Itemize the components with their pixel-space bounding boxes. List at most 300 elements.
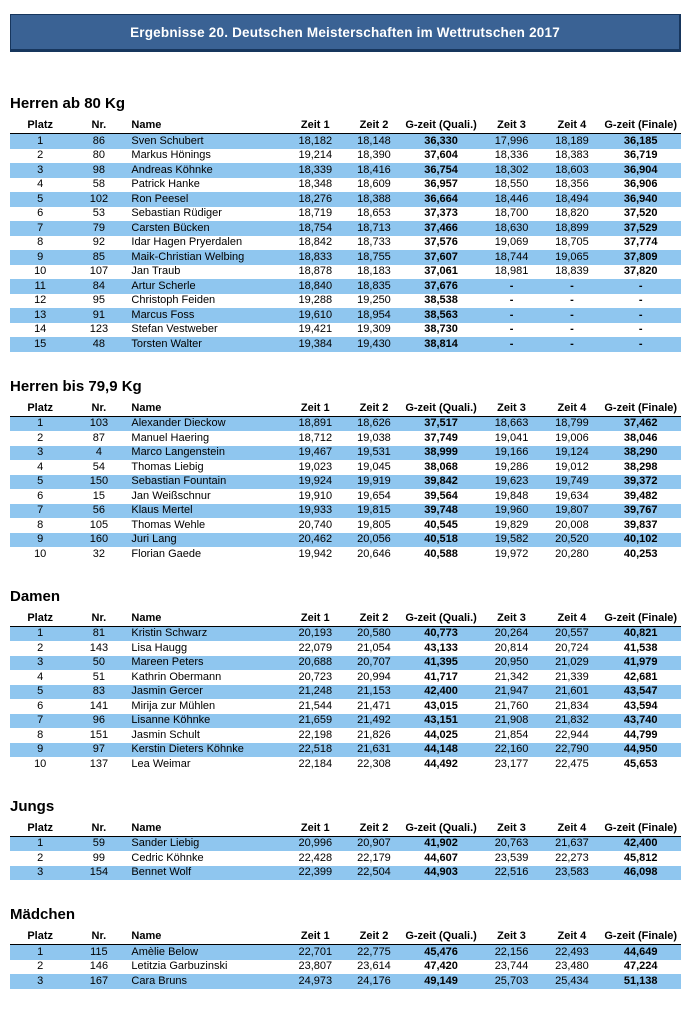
cell-z4: 20,280 <box>555 547 589 560</box>
cell-name: Juri Lang <box>131 533 177 545</box>
table-row <box>10 308 681 323</box>
cell-z4: 22,944 <box>555 728 589 741</box>
cell-z4: - <box>570 308 574 321</box>
cell-name: Idar Hagen Pryerdalen <box>131 236 243 248</box>
cell-name: Lea Weimar <box>131 757 191 770</box>
cell-z1: 18,339 <box>298 163 333 176</box>
cell-name: Mareen Peters <box>131 656 204 668</box>
column-header-platz: Platz <box>10 118 70 134</box>
cell-gf: 44,799 <box>623 728 658 741</box>
cell-gf: 37,529 <box>623 221 658 234</box>
cell-z3: 17,996 <box>494 134 529 147</box>
table-row <box>10 974 681 989</box>
cell-name: Stefan Vestweber <box>131 323 218 335</box>
column-header-name: Name <box>127 821 285 837</box>
cell-z3: 20,264 <box>494 627 529 639</box>
cell-z2: 22,504 <box>357 866 391 878</box>
cell-gf: 37,820 <box>623 265 658 277</box>
table-row <box>10 518 681 533</box>
cell-z2: 18,653 <box>357 207 391 219</box>
column-header-z3: Zeit 3 <box>480 929 544 945</box>
cell-gq: 37,517 <box>424 417 458 429</box>
table-row <box>10 533 681 548</box>
cell-z3: 19,623 <box>494 475 529 487</box>
cell-name: Jasmin Schult <box>131 728 200 741</box>
table-row <box>10 460 681 475</box>
cell-gq: 37,604 <box>424 149 458 161</box>
table-row <box>10 757 681 772</box>
cell-name: Kathrin Obermann <box>131 670 222 683</box>
cell-gf: 44,649 <box>623 945 658 958</box>
cell-z1: 22,518 <box>298 743 333 755</box>
cell-nr: 81 <box>92 627 106 639</box>
cell-gf: 40,253 <box>623 547 658 560</box>
cell-z1: 18,842 <box>298 236 333 248</box>
cell-platz: 6 <box>37 207 44 219</box>
cell-z4: 18,839 <box>555 265 589 277</box>
cell-gq: 39,564 <box>424 489 458 502</box>
page-title: Ergebnisse 20. Deutschen Meisterschaften im Wettrutschen 2017 <box>130 24 560 40</box>
cell-platz: 5 <box>37 192 44 205</box>
cell-z1: 20,740 <box>298 518 333 531</box>
cell-z2: 20,907 <box>357 837 391 849</box>
cell-gq: 38,730 <box>424 323 458 335</box>
cell-gf: - <box>638 294 643 306</box>
table-row <box>10 866 681 881</box>
cell-gf: 40,102 <box>623 533 658 545</box>
table-header-row <box>10 118 681 134</box>
table-header-row <box>10 611 681 627</box>
cell-z3: 21,760 <box>494 699 529 712</box>
cell-gq: 44,148 <box>424 743 458 755</box>
cell-gq: 39,842 <box>424 475 458 487</box>
cell-gq: 39,748 <box>424 504 458 516</box>
results-table-maedchen <box>10 929 681 989</box>
cell-z2: 22,179 <box>357 851 391 864</box>
cell-z2: 18,733 <box>357 236 391 248</box>
column-header-z1: Zeit 1 <box>285 118 345 134</box>
cell-z4: - <box>570 279 574 292</box>
cell-gq: 36,754 <box>424 163 458 176</box>
cell-name: Thomas Wehle <box>131 518 206 531</box>
cell-z4: 20,557 <box>555 627 589 639</box>
cell-platz: 4 <box>37 460 44 473</box>
cell-z4: 20,724 <box>555 641 589 654</box>
cell-z4: 18,383 <box>555 149 589 161</box>
cell-gq: 43,015 <box>424 699 458 712</box>
cell-z1: 18,719 <box>298 207 333 219</box>
cell-nr: 91 <box>92 308 106 321</box>
cell-gq: 41,902 <box>424 837 458 849</box>
cell-name: Jan Weißschnur <box>131 489 211 502</box>
cell-z4: 18,494 <box>555 192 589 205</box>
cell-z4: 19,749 <box>555 475 589 487</box>
cell-z1: 22,198 <box>298 728 333 741</box>
cell-nr: 4 <box>95 446 102 458</box>
cell-z3: 18,550 <box>494 178 529 190</box>
cell-nr: 151 <box>89 728 109 741</box>
column-header-gq: G-zeit (Quali.) <box>403 929 480 945</box>
cell-z1: 19,467 <box>298 446 333 458</box>
cell-z2: 21,631 <box>357 743 391 755</box>
cell-z3: 21,342 <box>494 670 529 683</box>
cell-platz: 1 <box>37 627 44 639</box>
results-table-jungs <box>10 821 681 881</box>
cell-gf: 37,520 <box>623 207 658 219</box>
cell-nr: 98 <box>92 163 106 176</box>
title-banner <box>10 14 681 52</box>
cell-gq: 37,607 <box>424 250 458 263</box>
cell-z1: 22,399 <box>298 866 333 878</box>
column-header-gq: G-zeit (Quali.) <box>403 118 480 134</box>
cell-z4: 21,637 <box>555 837 589 849</box>
cell-gf: 36,940 <box>623 192 658 205</box>
cell-z1: 18,754 <box>298 221 333 234</box>
cell-z3: 19,286 <box>494 460 529 473</box>
cell-z1: 20,723 <box>298 670 333 683</box>
cell-gq: 44,903 <box>424 866 458 878</box>
cell-z3: 20,763 <box>494 837 529 849</box>
column-header-z2: Zeit 2 <box>345 611 402 627</box>
cell-z3: 22,160 <box>494 743 529 755</box>
section-heading-herren-ab-80-kg: Herren ab 80 Kg <box>10 95 126 112</box>
result-section-jungs <box>10 799 681 881</box>
cell-nr: 102 <box>89 192 109 205</box>
cell-gq: 38,563 <box>424 308 458 321</box>
column-header-z3: Zeit 3 <box>480 821 544 837</box>
cell-gq: 38,068 <box>424 460 458 473</box>
cell-z1: 22,701 <box>298 945 333 958</box>
cell-gf: 36,719 <box>623 149 658 161</box>
cell-nr: 58 <box>92 178 106 190</box>
cell-gf: 43,547 <box>623 685 658 697</box>
cell-gf: 39,767 <box>623 504 658 516</box>
cell-nr: 167 <box>89 974 109 987</box>
cell-platz: 14 <box>34 323 47 335</box>
cell-z3: 19,972 <box>494 547 529 560</box>
cell-z4: 19,065 <box>555 250 589 263</box>
column-header-z4: Zeit 4 <box>543 118 600 134</box>
cell-nr: 86 <box>92 134 106 147</box>
cell-z1: 20,996 <box>298 837 333 849</box>
cell-z2: 22,775 <box>357 945 391 958</box>
cell-nr: 143 <box>89 641 109 654</box>
cell-gq: 47,420 <box>424 960 458 972</box>
cell-z3: 19,848 <box>494 489 529 502</box>
table-row <box>10 134 681 149</box>
cell-gq: 36,957 <box>424 178 458 190</box>
cell-platz: 12 <box>34 294 47 306</box>
cell-z2: 21,054 <box>357 641 391 654</box>
section-heading-maedchen: Mädchen <box>10 906 76 923</box>
column-header-z3: Zeit 3 <box>480 401 544 417</box>
cell-gq: 43,133 <box>424 641 458 654</box>
cell-nr: 79 <box>92 221 106 234</box>
cell-name: Sebastian Fountain <box>131 475 227 487</box>
cell-z1: 18,833 <box>298 250 333 263</box>
table-row <box>10 149 681 164</box>
table-row <box>10 728 681 743</box>
cell-z2: 20,707 <box>357 656 391 668</box>
cell-z2: 19,038 <box>357 431 391 444</box>
cell-platz: 3 <box>37 446 44 458</box>
cell-nr: 123 <box>89 323 109 335</box>
table-row <box>10 163 681 178</box>
cell-z2: 18,390 <box>357 149 391 161</box>
cell-platz: 2 <box>37 641 44 654</box>
cell-nr: 141 <box>89 699 109 712</box>
cell-z3: 18,302 <box>494 163 529 176</box>
table-row <box>10 851 681 866</box>
cell-platz: 7 <box>37 714 44 726</box>
table-row <box>10 547 681 562</box>
table-row <box>10 446 681 461</box>
cell-z1: 18,878 <box>298 265 333 277</box>
cell-name: Christoph Feiden <box>131 294 216 306</box>
cell-z1: 19,214 <box>298 149 333 161</box>
cell-z3: 19,582 <box>494 533 529 545</box>
table-row <box>10 192 681 207</box>
cell-gf: 37,809 <box>623 250 658 263</box>
cell-platz: 4 <box>37 670 44 683</box>
cell-gf: 38,290 <box>623 446 658 458</box>
cell-z4: 18,189 <box>555 134 589 147</box>
cell-z4: 22,273 <box>555 851 589 864</box>
cell-z3: - <box>509 294 514 306</box>
cell-gq: 36,664 <box>424 192 458 205</box>
cell-gf: - <box>638 279 643 292</box>
cell-nr: 54 <box>92 460 106 473</box>
cell-name: Carsten Bücken <box>131 221 210 234</box>
cell-nr: 107 <box>89 265 109 277</box>
section-heading-jungs: Jungs <box>10 797 55 815</box>
cell-gq: 44,607 <box>424 851 458 864</box>
cell-z1: 20,462 <box>298 533 333 545</box>
cell-z1: 18,712 <box>298 431 333 444</box>
cell-gf: 47,224 <box>623 960 658 972</box>
cell-gf: - <box>638 337 643 350</box>
table-row <box>10 504 681 519</box>
cell-name: Mirija zur Mühlen <box>131 699 216 712</box>
column-header-nr: Nr. <box>70 929 127 945</box>
cell-z3: 18,663 <box>494 417 529 429</box>
cell-z1: 22,184 <box>298 757 333 770</box>
table-row <box>10 337 681 352</box>
cell-platz: 6 <box>37 489 44 502</box>
cell-z1: 18,891 <box>298 417 333 429</box>
cell-platz: 8 <box>37 728 44 741</box>
cell-z2: 19,919 <box>357 475 391 487</box>
cell-platz: 13 <box>34 308 47 321</box>
cell-name: Sebastian Rüdiger <box>131 207 222 219</box>
cell-platz: 8 <box>37 518 44 531</box>
cell-platz: 2 <box>37 851 44 864</box>
table-row <box>10 656 681 671</box>
cell-z3: 18,336 <box>494 149 529 161</box>
column-header-gf: G-zeit (Finale) <box>600 611 681 627</box>
cell-platz: 9 <box>37 250 44 263</box>
cell-platz: 1 <box>37 945 44 958</box>
cell-name: Markus Hönings <box>131 149 211 161</box>
cell-name: Klaus Mertel <box>131 504 193 516</box>
result-section-herren-bis-79-9-kg <box>10 379 681 562</box>
cell-nr: 80 <box>92 149 106 161</box>
cell-z1: 24,973 <box>298 974 333 987</box>
column-header-z2: Zeit 2 <box>345 118 402 134</box>
cell-gq: 43,151 <box>424 714 458 726</box>
cell-z3: 18,630 <box>494 221 529 234</box>
cell-gf: 36,906 <box>623 178 658 190</box>
cell-platz: 5 <box>37 685 44 697</box>
cell-gq: 37,466 <box>424 221 458 234</box>
cell-z2: 20,580 <box>357 627 391 639</box>
cell-z3: - <box>509 279 514 292</box>
cell-gf: 38,046 <box>623 431 658 444</box>
cell-name: Ron Peesel <box>131 192 189 205</box>
cell-z4: 20,520 <box>555 533 589 545</box>
cell-z2: 19,309 <box>357 323 391 335</box>
results-table-herren-ab-80-kg <box>10 118 681 352</box>
cell-z3: 19,166 <box>494 446 529 458</box>
cell-z3: - <box>509 337 514 350</box>
cell-z3: 20,814 <box>494 641 529 654</box>
table-row <box>10 836 681 851</box>
cell-gf: 41,979 <box>623 656 658 668</box>
table-row <box>10 714 681 729</box>
cell-nr: 99 <box>92 851 106 864</box>
result-section-herren-ab-80-kg <box>10 96 681 352</box>
cell-gq: 37,373 <box>424 207 458 219</box>
cell-platz: 5 <box>37 475 44 487</box>
cell-nr: 137 <box>89 757 109 770</box>
cell-z2: 22,308 <box>357 757 391 770</box>
column-header-name: Name <box>127 118 285 134</box>
cell-z2: 19,430 <box>357 337 391 350</box>
cell-platz: 3 <box>37 163 44 176</box>
cell-platz: 1 <box>37 837 44 849</box>
cell-z2: 19,045 <box>357 460 391 473</box>
cell-gf: 37,774 <box>623 236 658 248</box>
cell-gq: 45,476 <box>424 945 458 958</box>
cell-gq: 41,395 <box>424 656 458 668</box>
table-row <box>10 489 681 504</box>
cell-z1: 19,384 <box>298 337 333 350</box>
table-header-row <box>10 929 681 945</box>
cell-name: Bennet Wolf <box>131 866 192 878</box>
cell-z1: 18,182 <box>298 134 333 147</box>
cell-z4: 23,583 <box>555 866 589 878</box>
column-header-z2: Zeit 2 <box>345 821 402 837</box>
table-row <box>10 743 681 758</box>
cell-z4: 18,899 <box>555 221 589 234</box>
cell-platz: 7 <box>37 504 44 516</box>
cell-z2: 18,148 <box>357 134 391 147</box>
table-row <box>10 475 681 490</box>
cell-platz: 10 <box>34 757 47 770</box>
cell-z4: 22,790 <box>555 743 589 755</box>
cell-name: Sander Liebig <box>131 837 200 849</box>
cell-name: Cedric Köhnke <box>131 851 204 864</box>
cell-z2: 18,835 <box>357 279 391 292</box>
cell-gf: 41,538 <box>623 641 658 654</box>
cell-nr: 84 <box>92 279 106 292</box>
column-header-z3: Zeit 3 <box>480 611 544 627</box>
column-header-z4: Zeit 4 <box>543 611 600 627</box>
cell-z2: 19,805 <box>357 518 391 531</box>
table-row <box>10 265 681 280</box>
cell-platz: 2 <box>37 960 44 972</box>
cell-gq: 44,492 <box>424 757 458 770</box>
cell-nr: 97 <box>92 743 106 755</box>
cell-gq: 38,814 <box>424 337 458 350</box>
cell-z2: 24,176 <box>357 974 391 987</box>
cell-z4: 21,832 <box>555 714 589 726</box>
cell-z2: 20,994 <box>357 670 391 683</box>
column-header-gq: G-zeit (Quali.) <box>403 611 480 627</box>
cell-gf: 39,482 <box>623 489 658 502</box>
cell-gq: 38,999 <box>424 446 458 458</box>
column-header-platz: Platz <box>10 611 70 627</box>
cell-z2: 19,815 <box>357 504 391 516</box>
cell-z4: 22,475 <box>555 757 589 770</box>
cell-nr: 87 <box>92 431 106 444</box>
cell-z3: - <box>509 308 514 321</box>
cell-gq: 40,518 <box>424 533 458 545</box>
cell-gq: 36,330 <box>424 134 458 147</box>
cell-z2: 18,755 <box>357 250 391 263</box>
cell-platz: 10 <box>34 265 47 277</box>
cell-z4: 19,006 <box>555 431 589 444</box>
cell-nr: 50 <box>92 656 106 668</box>
cell-gf: 43,740 <box>623 714 658 726</box>
cell-gf: 43,594 <box>623 699 658 712</box>
cell-nr: 105 <box>89 518 109 531</box>
cell-gf: 45,812 <box>623 851 658 864</box>
column-header-platz: Platz <box>10 821 70 837</box>
cell-name: Kerstin Dieters Köhnke <box>131 743 244 755</box>
cell-z2: 19,531 <box>357 446 391 458</box>
cell-platz: 3 <box>37 866 44 878</box>
cell-gq: 41,717 <box>424 670 458 683</box>
cell-nr: 56 <box>92 504 106 516</box>
cell-name: Marcus Foss <box>131 308 195 321</box>
table-row <box>10 699 681 714</box>
column-header-name: Name <box>127 929 285 945</box>
cell-z3: - <box>509 323 514 335</box>
cell-nr: 59 <box>92 837 106 849</box>
cell-name: Lisa Haugg <box>131 641 188 654</box>
column-header-gq: G-zeit (Quali.) <box>403 401 480 417</box>
column-header-z1: Zeit 1 <box>285 401 345 417</box>
cell-name: Kristin Schwarz <box>131 627 208 639</box>
section-heading-damen: Damen <box>10 587 61 605</box>
cell-gq: 40,773 <box>424 627 458 639</box>
column-header-z3: Zeit 3 <box>480 118 544 134</box>
cell-gf: 40,821 <box>623 627 658 639</box>
cell-name: Florian Gaede <box>131 547 202 560</box>
cell-z4: 25,434 <box>555 974 589 987</box>
column-header-gf: G-zeit (Finale) <box>600 118 681 134</box>
table-row <box>10 294 681 309</box>
cell-z3: 22,156 <box>494 945 529 958</box>
cell-gf: 45,653 <box>623 757 658 770</box>
cell-z4: 18,799 <box>555 417 589 429</box>
cell-name: Alexander Dieckow <box>131 417 226 429</box>
cell-nr: 160 <box>89 533 109 545</box>
cell-nr: 85 <box>92 250 106 263</box>
cell-name: Torsten Walter <box>131 337 202 350</box>
column-header-gf: G-zeit (Finale) <box>600 401 681 417</box>
